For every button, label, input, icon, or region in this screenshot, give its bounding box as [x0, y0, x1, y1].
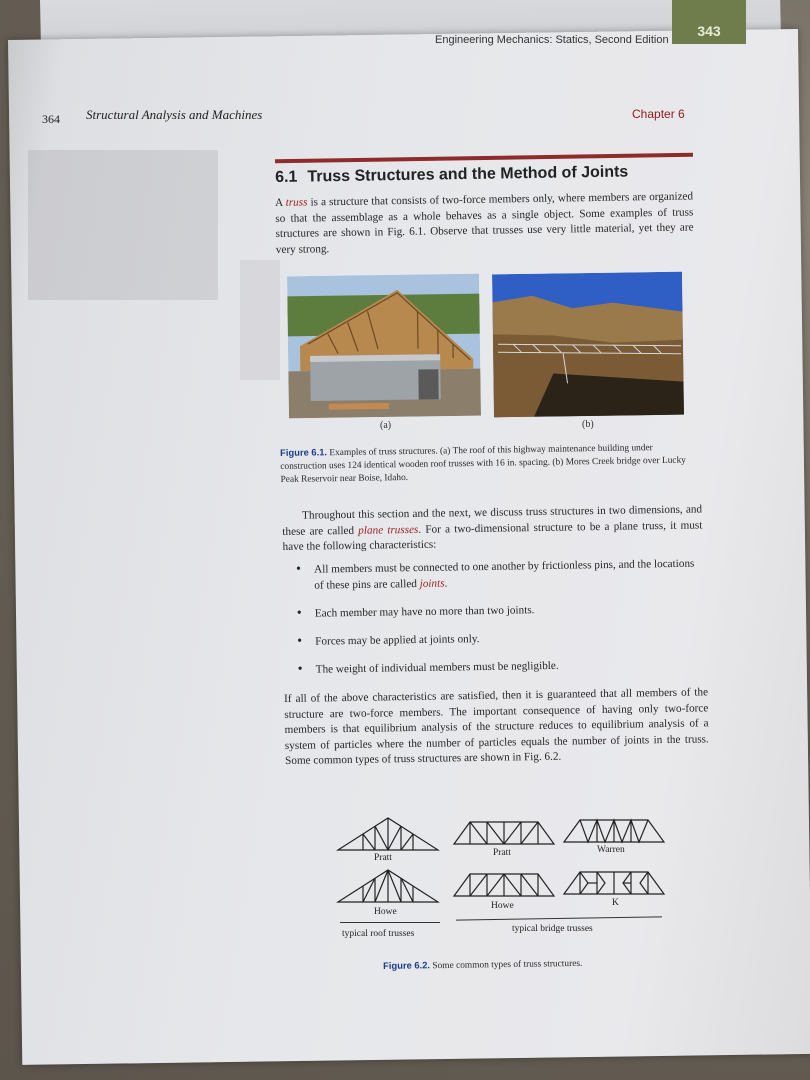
list-item-text: Forces may be applied at joints only.: [315, 633, 480, 648]
term-truss: truss: [285, 196, 308, 209]
pratt-roof-label: Pratt: [374, 853, 392, 863]
howe-bridge-truss-diagram: [452, 870, 556, 898]
running-title: Structural Analysis and Machines: [86, 107, 263, 122]
pratt-bridge-truss-diagram: [452, 818, 556, 846]
show-through-photo: [28, 150, 218, 300]
term-joints: joints: [419, 577, 445, 590]
pratt-bridge-label: Pratt: [493, 848, 511, 858]
page-number: 364: [42, 112, 60, 126]
figure-label-b: (b): [582, 419, 594, 430]
list-item-text-end: .: [444, 577, 448, 590]
figure-1-caption: [280, 439, 699, 487]
roof-group-label: typical roof trusses: [342, 929, 415, 939]
photo-bridge: [492, 272, 684, 418]
chapter-label: Chapter 6: [632, 107, 685, 121]
pratt-roof-truss-diagram: [336, 814, 440, 854]
section-number: 6.1: [275, 168, 298, 186]
para2-text-pre: Throughout this section and the next, we discuss truss structures in two dimensions, and these are called: [282, 503, 703, 538]
list-item: [294, 656, 706, 678]
bridge-group-label: typical bridge trusses: [512, 924, 593, 934]
warren-bridge-truss-diagram: [562, 816, 666, 844]
list-item-text: The weight of individual members must be negligible.: [315, 659, 559, 676]
intro-text-pre: A: [275, 196, 286, 209]
intro-paragraph: [275, 189, 694, 258]
figure-label-a: (a): [380, 420, 392, 431]
figure-2-label: Figure 6.2.: [383, 959, 431, 971]
figure-2-caption: [383, 956, 582, 974]
para2-text-post: . For a two-dimensional structure to be a plane truss, it must have the following characteristics:: [282, 518, 703, 553]
list-item: [292, 556, 704, 594]
under-page-number: 343: [672, 0, 746, 44]
list-item-text: Each member may have no more than two joints.: [314, 604, 535, 620]
characteristics-list: [292, 556, 706, 690]
k-bridge-truss-diagram: [562, 868, 666, 896]
figure-2-caption-text: Some common types of truss structures.: [429, 958, 583, 972]
intro-text-post: is a structure that consists of two-force members only, where members are organized so that the assemblage as a whole behaves as a single object. Some examples of truss structures are shown in Fig. 6.1. Observe that trusses use very little material, yet they are very strong.: [275, 190, 694, 256]
k-bridge-label: K: [612, 898, 619, 908]
warren-bridge-label: Warren: [597, 845, 625, 855]
conclusion-paragraph: If all of the above characteristics are satisfied, then it is guaranteed that all members of the structure are two-force members. The important consequence of having only two-force members is that equilibrium analysis of the structure reduces to equilibrium analysis of a system of particles where the number of particles equals the number of joints in the truss. Some common types of truss structures are shown in Fig. 6.2.: [284, 686, 709, 767]
list-item: [293, 628, 705, 650]
howe-roof-truss-diagram: [336, 866, 440, 906]
howe-bridge-label: Howe: [491, 901, 514, 911]
under-page-title: Engineering Mechanics: Statics, Second Edition: [435, 34, 669, 46]
photo-roof-trusses: [287, 274, 481, 419]
term-plane-trusses: plane trusses: [358, 523, 419, 537]
roof-group-rule: [340, 922, 440, 923]
plane-truss-paragraph: [282, 502, 703, 555]
list-item-text: All members must be connected to one another by frictionless pins, and the locations of these pins are called: [314, 557, 695, 592]
figure-1-label: Figure 6.1.: [280, 446, 328, 458]
figure-1-caption-text: Examples of truss structures. (a) The roof of this highway maintenance building under construction uses 124 identical wooden roof trusses with 16 in. spacing. (b) Mores Creek bridge over Lucky Peak Reservoir near Boise, Idaho.: [280, 443, 686, 485]
list-item: [293, 600, 705, 622]
howe-roof-label: Howe: [374, 907, 397, 917]
section-title: Truss Structures and the Method of Joints: [307, 163, 629, 186]
show-through-text: [240, 260, 280, 380]
